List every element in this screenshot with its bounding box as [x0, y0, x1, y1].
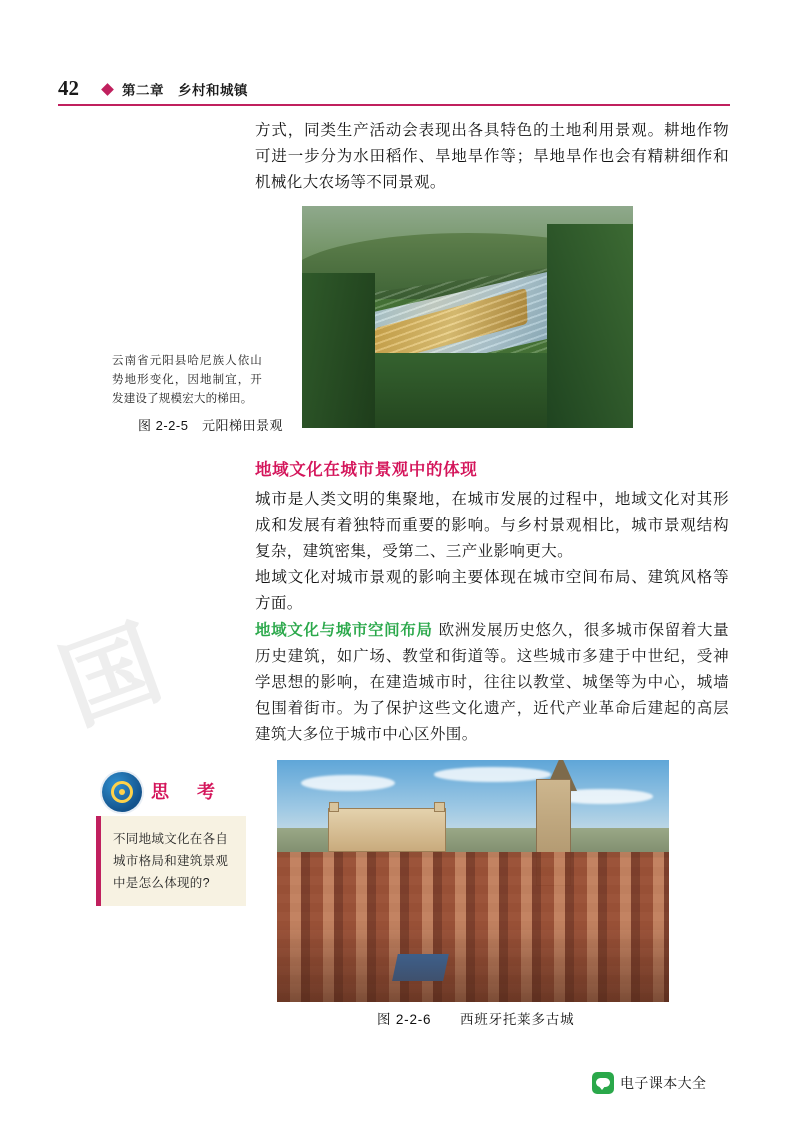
wechat-badge-icon — [592, 1072, 614, 1094]
paragraph-c: 欧洲发展历史悠久，很多城市保留着大量历史建筑，如广场、教堂和街道等。这些城市多建于中世纪，受神学思想的影响，在建造城市时，往往以教堂、城堡等为中心，城墙包围着街市。为了保护这些文化遗产，近代产业革命后建起的高层建筑大多位于城市中心区外围。 — [255, 622, 729, 743]
figure-terraced-fields — [302, 206, 633, 428]
watermark-left: 国 — [47, 609, 175, 743]
page-number: 42 — [58, 76, 79, 100]
figure2-alcazar-fortress — [328, 808, 446, 852]
figure2-cloud — [301, 775, 395, 792]
footer-badge — [592, 1072, 706, 1094]
paragraph-b: 地域文化对城市景观的影响主要体现在城市空间布局、建筑风格等方面。 — [255, 569, 729, 612]
think-box — [96, 772, 246, 906]
page-header — [58, 76, 730, 106]
subsection-block — [255, 618, 729, 748]
footer-label: 电子课本大全 — [620, 1075, 707, 1091]
chapter-title: 第二章 乡村和城镇 — [122, 83, 248, 98]
paragraph-a: 城市是人类文明的集聚地，在城市发展的过程中，地域文化对其形成和发展有着独特而重要的影响。与乡村景观相比，城市景观结构复杂，建筑密集，受第二、三产业影响更大。 — [255, 491, 729, 560]
figure2-foreground-shadow — [277, 925, 669, 1002]
think-box-title: 思 考 — [151, 782, 220, 802]
gear-lightbulb-icon — [102, 772, 142, 812]
figure1-right-vegetation — [547, 224, 633, 428]
figure2-caption: 图 2-2-6 西班牙托莱多古城 — [377, 1012, 575, 1027]
subsection-heading: 地域文化与城市空间布局 — [255, 622, 433, 639]
figure2-cloud — [434, 767, 552, 782]
header-divider — [58, 104, 730, 106]
paragraph-top: 方式，同类生产活动会表现出各具特色的土地利用景观。耕地作物可进一步分为水田稻作、旱地旱作等；旱地旱作也会有精耕细作和机械化大农场等不同景观。 — [255, 122, 729, 191]
think-box-header — [96, 772, 246, 814]
figure1-caption: 图 2-2-5 元阳梯田景观 — [138, 418, 283, 433]
gear-icon-inner — [111, 781, 133, 803]
think-box-question: 不同地域文化在各自城市格局和建筑景观中是怎么体现的? — [96, 816, 246, 906]
figure1-left-vegetation — [302, 273, 375, 428]
figure1-note: 云南省元阳县哈尼族人依山势地形变化，因地制宜，开发建设了规模宏大的梯田。 — [112, 355, 262, 405]
figure-toledo-city — [277, 760, 669, 1002]
diamond-icon — [101, 83, 114, 96]
section-heading: 地域文化在城市景观中的体现 — [255, 461, 478, 479]
